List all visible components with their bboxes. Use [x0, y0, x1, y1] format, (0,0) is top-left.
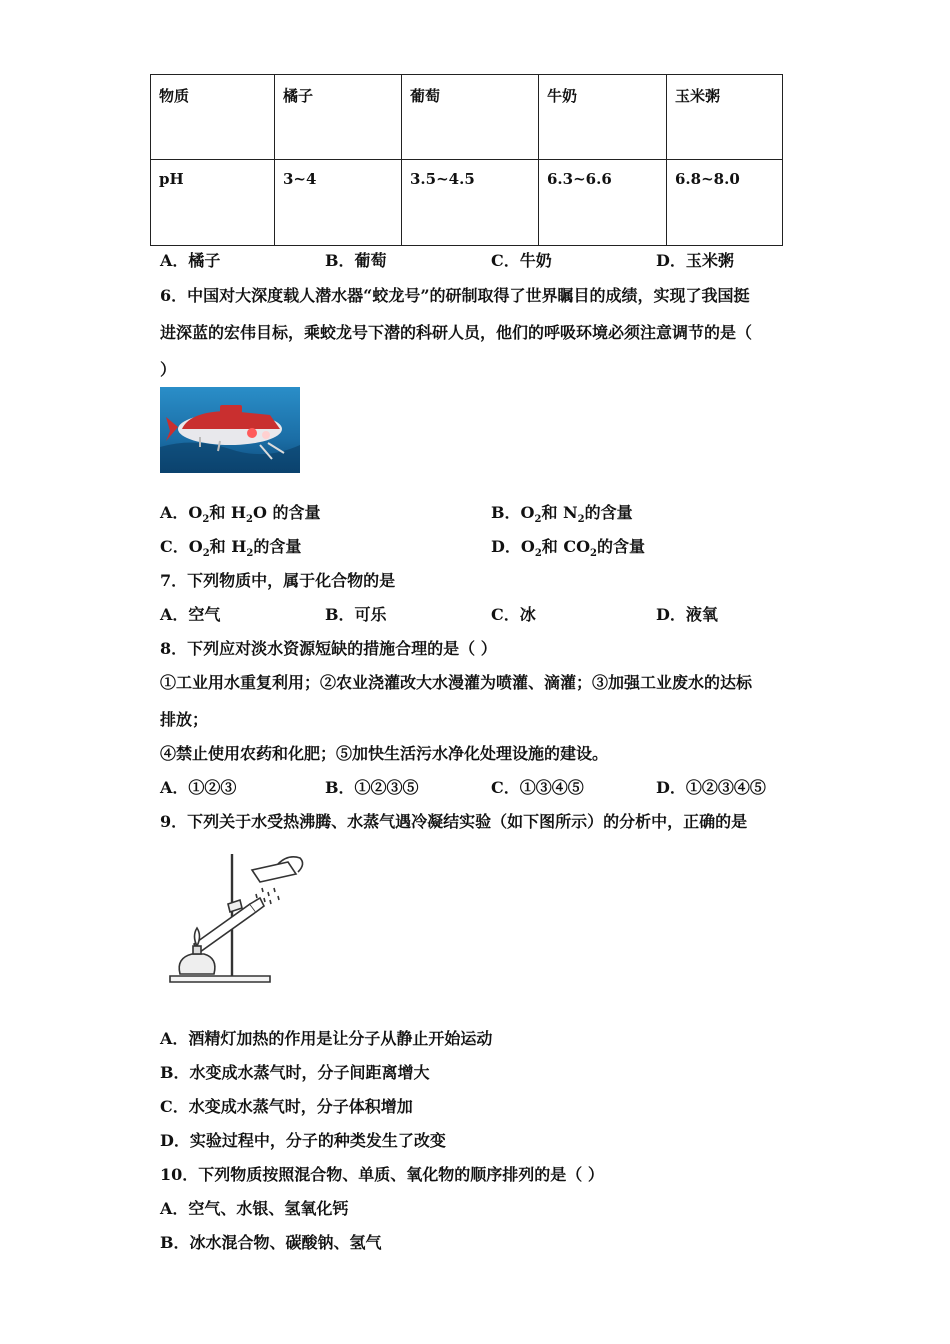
table-cell: 3~4 — [275, 160, 402, 246]
q8-stem: 8．下列应对淡水资源短缺的措施合理的是（ ） — [160, 639, 497, 658]
q10-option-a: A．空气、水银、氢氧化钙 — [160, 1199, 349, 1218]
q10-option-b: B．冰水混合物、碳酸钠、氢气 — [160, 1233, 382, 1252]
q8-measures-line3: ④禁止使用农药和化肥；⑤加快生活污水净化处理设施的建设。 — [160, 744, 609, 763]
q9-option-a: A．酒精灯加热的作用是让分子从静止开始运动 — [160, 1029, 493, 1048]
q8-measures-line2: 排放； — [160, 710, 209, 729]
q6-option-c: C．$O_2$和 $H_2$的含量 — [160, 537, 302, 560]
experiment-apparatus-diagram — [160, 848, 310, 984]
table-cell: 6.8~8.0 — [667, 160, 783, 246]
q5-option-b: B．葡萄 — [325, 251, 387, 270]
q5-option-a: A．橘子 — [160, 251, 221, 270]
submersible-image — [160, 387, 300, 473]
q7-stem: 7．下列物质中，属于化合物的是 — [160, 571, 396, 590]
q9-option-d: D．实验过程中，分子的种类发生了改变 — [160, 1131, 446, 1150]
q8-measures-line1: ①工业用水重复利用；②农业浇灌改大水漫灌为喷灌、滴灌；③加强工业废水的达标 — [160, 673, 753, 692]
q8-option-a: A．①②③ — [160, 778, 237, 797]
q8-option-b: B．①②③⑤ — [325, 778, 419, 797]
table-cell: 牛奶 — [539, 75, 667, 160]
table-cell: 6.3~6.6 — [539, 160, 667, 246]
q6-option-a: A．$O_2$和 $H_2O$ 的含量 — [160, 503, 321, 526]
table-cell: pH — [151, 160, 275, 246]
q6-stem-line1: 6．中国对大深度载人潜水器“蛟龙号”的研制取得了世界瞩目的成绩，实现了我国挺 — [160, 286, 750, 305]
table-row — [151, 75, 783, 160]
q8-option-d: D．①②③④⑤ — [656, 778, 766, 797]
q6-option-b: B．$O_2$和 $N_2$的含量 — [491, 503, 633, 526]
table-cell: 玉米粥 — [667, 75, 783, 160]
q6-stem-line3: ） — [160, 360, 177, 379]
ph-table — [150, 74, 783, 246]
q7-option-c: C．冰 — [491, 605, 536, 624]
q10-stem: 10．下列物质按照混合物、单质、氧化物的顺序排列的是（ ） — [160, 1165, 604, 1184]
q9-option-c: C．水变成水蒸气时，分子体积增加 — [160, 1097, 413, 1116]
q8-option-c: C．①③④⑤ — [491, 778, 584, 797]
q6-option-d: D．$O_2$和 $CO_2$的含量 — [491, 537, 646, 560]
table-cell: 葡萄 — [402, 75, 539, 160]
q7-option-a: A．空气 — [160, 605, 221, 624]
q7-option-d: D．液氧 — [656, 605, 718, 624]
q5-option-c: C．牛奶 — [491, 251, 552, 270]
table-cell: 3.5~4.5 — [402, 160, 539, 246]
q7-option-b: B．可乐 — [325, 605, 387, 624]
q9-stem: 9．下列关于水受热沸腾、水蒸气遇冷凝结实验（如下图所示）的分析中，正确的是 — [160, 812, 748, 831]
table-row — [151, 160, 783, 246]
q6-stem-line2: 进深蓝的宏伟目标，乘蛟龙号下潜的科研人员，他们的呼吸环境必须注意调节的是（ — [160, 323, 753, 342]
table-cell: 物质 — [151, 75, 275, 160]
table-cell: 橘子 — [275, 75, 402, 160]
q9-option-b: B．水变成水蒸气时，分子间距离增大 — [160, 1063, 430, 1082]
q5-option-d: D．玉米粥 — [656, 251, 734, 270]
